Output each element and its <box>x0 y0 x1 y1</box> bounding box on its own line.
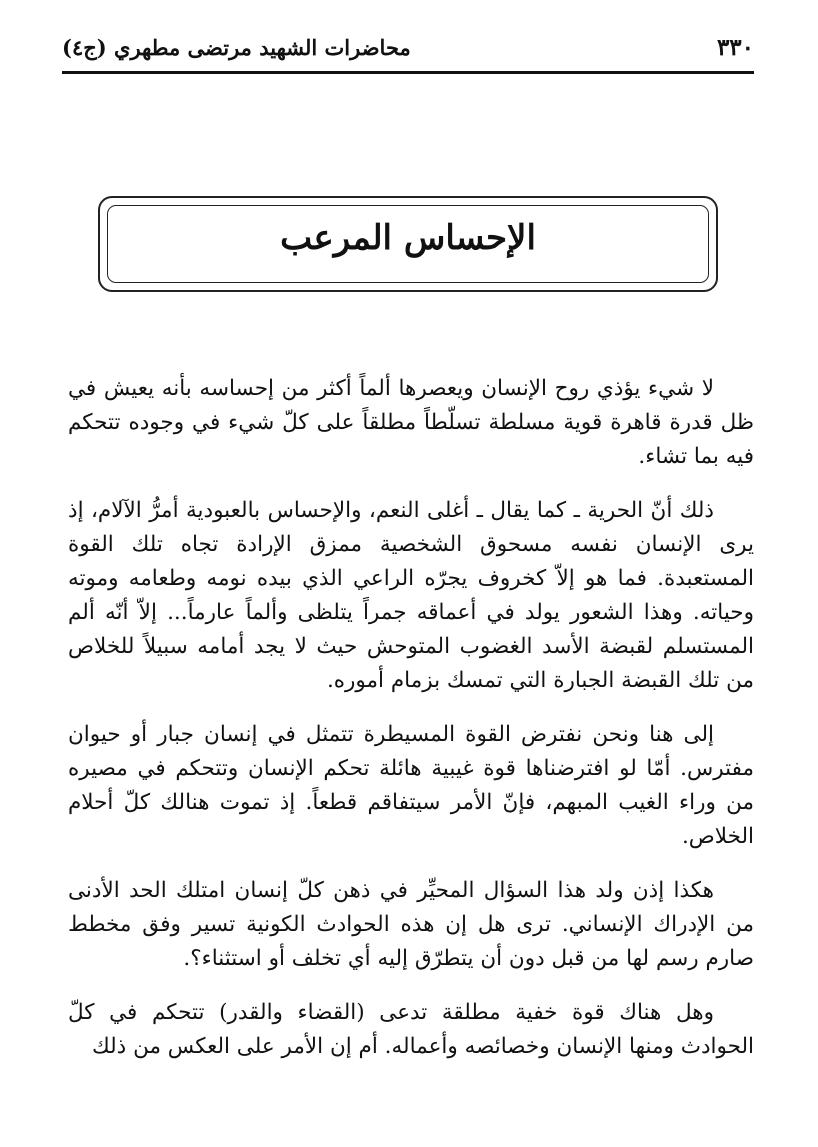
page-header <box>62 28 754 66</box>
paragraph: إلى هنا ونحن نفترض القوة المسيطرة تتمثل في إنسان جبار أو حيوان مفترس. أمّا لو افترضناها قوة غيبية هائلة تحكم الإنسان وتتحكم في مصيره من وراء الغيب المبهم، فإنّ الأمر سيتفاقم قطعاً. إذ تموت هنالك كلّ أحلام الخلاص. <box>68 722 754 849</box>
body-text <box>68 372 754 1084</box>
running-title: محاضرات الشهيد مرتضى مطهري (ج٤) <box>62 34 411 60</box>
paragraph: لا شيء يؤذي روح الإنسان ويعصرها ألماً أكثر من إحساسه بأنه يعيش في ظل قدرة قاهرة قوية مسلطة تسلّطاً مطلقاً على كلّ شيء في وجوده تتحكم فيه بما تشاء. <box>68 376 754 469</box>
page-number: ٣٣٠ <box>716 33 754 61</box>
paragraph: وهل هناك قوة خفية مطلقة تدعى (القضاء والقدر) تتحكم في كلّ الحوادث ومنها الإنسان وخصائصه وأعماله. أم إن الأمر على العكس من ذلك <box>68 1000 754 1059</box>
chapter-title-frame <box>98 196 718 292</box>
paragraph: هكذا إذن ولد هذا السؤال المحيِّر في ذهن كلّ إنسان امتلك الحد الأدنى من الإدراك الإنساني. ترى هل إن هذه الحوادث الكونية تسير وفق مخطط صارم رسم لها من قبل دون أن يتطرّق إليه أي تخلف أو استثناء؟. <box>68 878 754 971</box>
paragraph: ذلك أنّ الحرية ـ كما يقال ـ أغلى النعم، والإحساس بالعبودية أمرُّ الآلام، إذ يرى الإنسان نفسه مسحوق الشخصية ممزق الإرادة تجاه تلك القوة المستعبدة. فما هو إلاّ كخروف يجرّه الراعي الذي بيده نومه وطعامه وموته وحياته. وهذا الشعور يولد في أعماقه جمراً يتلظى وألماً عارماً... إلاّ أنّه ألم المستسلم لقبضة الأسد الغضوب المتوحش حيث لا يجد أمامه سبيلاً للخلاص من تلك القبضة الجبارة التي تمسك بزمام أموره. <box>68 498 754 693</box>
header-rule <box>62 71 754 74</box>
chapter-title: الإحساس المرعب <box>280 218 536 258</box>
